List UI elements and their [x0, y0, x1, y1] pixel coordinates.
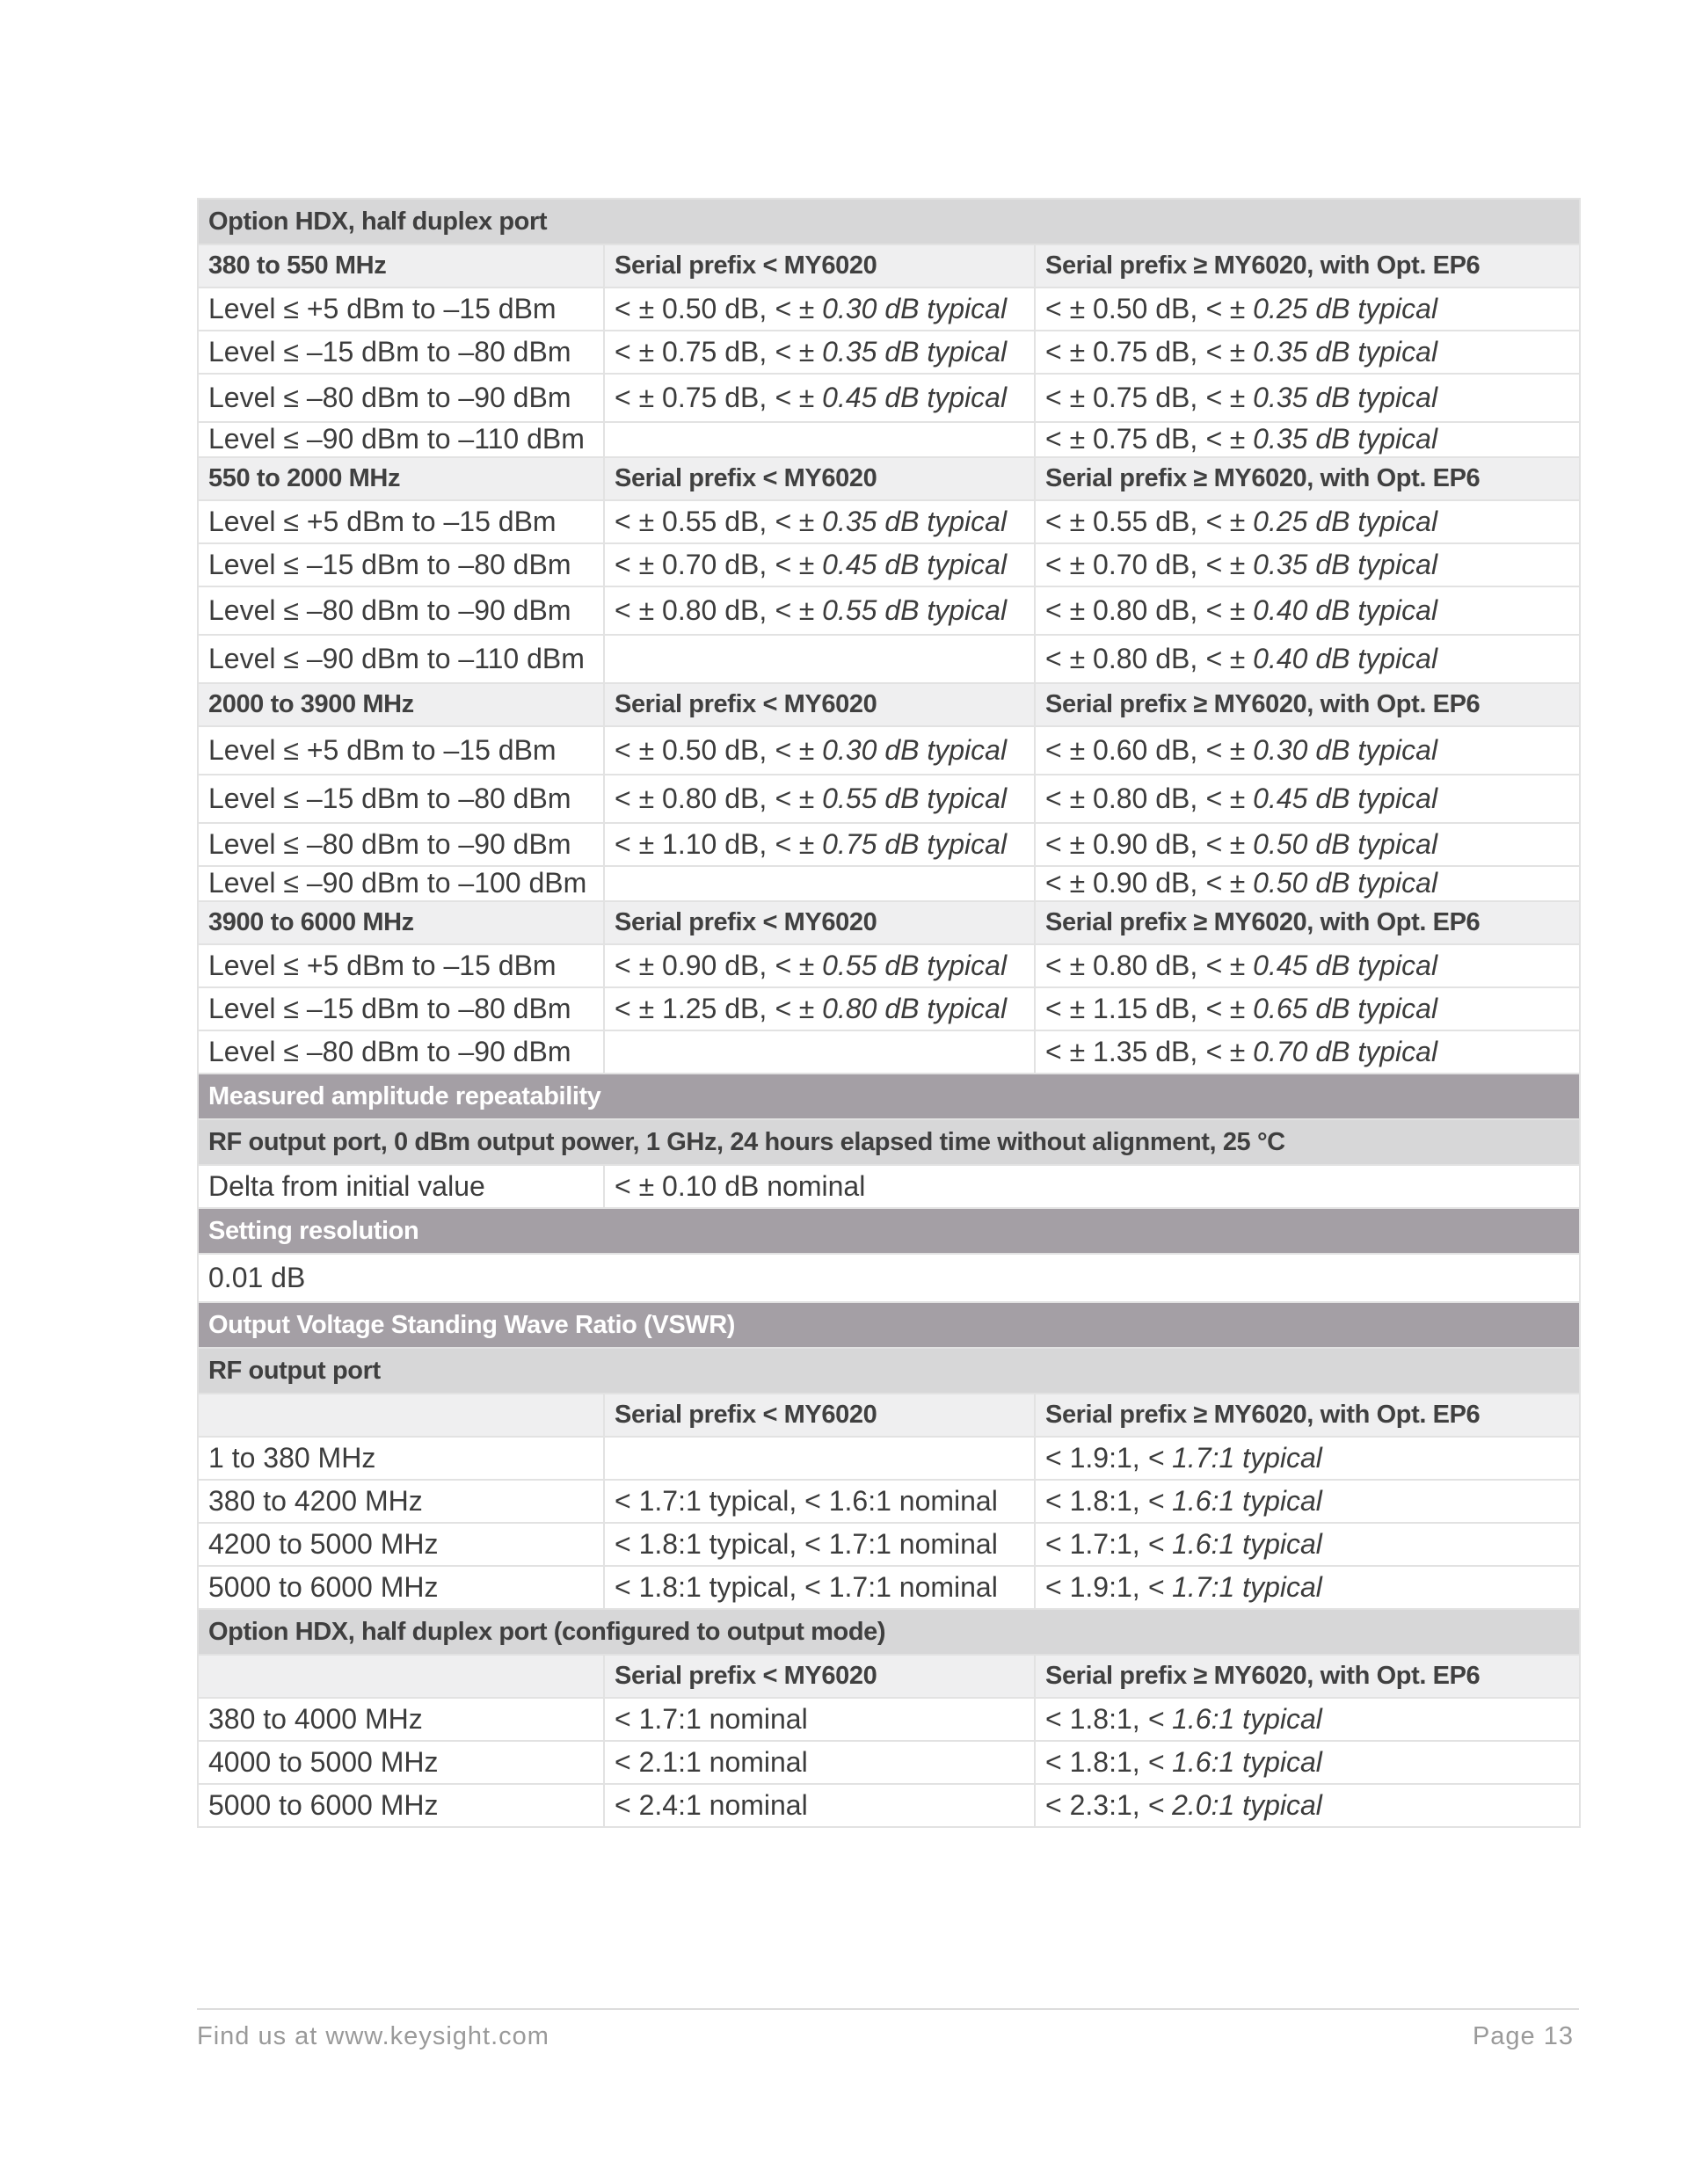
- value-cell: < ± 0.80 dB, < ± 0.55 dB typical: [604, 775, 1035, 823]
- value-cell: < 1.9:1, < 1.7:1 typical: [1035, 1566, 1580, 1609]
- column-header: Serial prefix < MY6020: [604, 901, 1035, 944]
- section-header: [198, 1302, 1580, 1348]
- value-cell: < ± 1.25 dB, < ± 0.80 dB typical: [604, 987, 1035, 1030]
- freq-cell: 5000 to 6000 MHz: [198, 1566, 604, 1609]
- level-cell: Level ≤ –80 dBm to –90 dBm: [198, 374, 604, 422]
- section-title: Option HDX, half duplex port: [198, 199, 1580, 244]
- value-cell: [604, 1030, 1035, 1074]
- table-row: [198, 866, 1580, 901]
- table-row: [198, 288, 1580, 331]
- section-header: [198, 199, 1580, 244]
- subsection-header: [198, 1609, 1580, 1655]
- value-cell: [604, 422, 1035, 457]
- value-cell: < 1.7:1, < 1.6:1 typical: [1035, 1523, 1580, 1566]
- section-header: [198, 1208, 1580, 1254]
- level-cell: Level ≤ –15 dBm to –80 dBm: [198, 543, 604, 586]
- freq-cell: 380 to 4000 MHz: [198, 1698, 604, 1741]
- repeatability-condition: RF output port, 0 dBm output power, 1 GHz, 24 hours elapsed time without alignment, 25 °C: [198, 1119, 1580, 1165]
- column-header-row: [198, 1655, 1580, 1698]
- freq-cell: 380 to 4200 MHz: [198, 1480, 604, 1523]
- table-row: [198, 987, 1580, 1030]
- value-cell: < ± 1.15 dB, < ± 0.65 dB typical: [1035, 987, 1580, 1030]
- value-cell: < ± 0.80 dB, < ± 0.40 dB typical: [1035, 635, 1580, 683]
- value-cell: < 1.7:1 typical, < 1.6:1 nominal: [604, 1480, 1035, 1523]
- value-cell: < 2.3:1, < 2.0:1 typical: [1035, 1784, 1580, 1827]
- level-cell: Level ≤ +5 dBm to –15 dBm: [198, 288, 604, 331]
- band-header: [198, 901, 1580, 944]
- column-header: Serial prefix < MY6020: [604, 244, 1035, 288]
- value-cell: < ± 0.70 dB, < ± 0.35 dB typical: [1035, 543, 1580, 586]
- value-cell: < ± 0.50 dB, < ± 0.30 dB typical: [604, 288, 1035, 331]
- value-cell: < ± 0.80 dB, < ± 0.55 dB typical: [604, 586, 1035, 635]
- table-row: [198, 1784, 1580, 1827]
- value-cell: < 1.8:1 typical, < 1.7:1 nominal: [604, 1566, 1035, 1609]
- table-row: [198, 1437, 1580, 1480]
- value-cell: < ± 0.90 dB, < ± 0.55 dB typical: [604, 944, 1035, 987]
- resolution-value: 0.01 dB: [198, 1254, 1580, 1302]
- value-cell: [604, 1437, 1035, 1480]
- freq-cell: 1 to 380 MHz: [198, 1437, 604, 1480]
- column-header: Serial prefix ≥ MY6020, with Opt. EP6: [1035, 244, 1580, 288]
- value-cell: < ± 0.75 dB, < ± 0.35 dB typical: [1035, 374, 1580, 422]
- table-row: [198, 1480, 1580, 1523]
- column-header: Serial prefix ≥ MY6020, with Opt. EP6: [1035, 1394, 1580, 1437]
- repeatability-value: < ± 0.10 dB nominal: [604, 1165, 1580, 1208]
- level-cell: Level ≤ +5 dBm to –15 dBm: [198, 726, 604, 775]
- table-row: [198, 1741, 1580, 1784]
- level-cell: Level ≤ –15 dBm to –80 dBm: [198, 331, 604, 374]
- value-cell: < ± 0.50 dB, < ± 0.25 dB typical: [1035, 288, 1580, 331]
- level-cell: Level ≤ –90 dBm to –100 dBm: [198, 866, 604, 901]
- level-cell: Level ≤ –80 dBm to –90 dBm: [198, 1030, 604, 1074]
- level-cell: Level ≤ +5 dBm to –15 dBm: [198, 500, 604, 543]
- value-cell: < 1.9:1, < 1.7:1 typical: [1035, 1437, 1580, 1480]
- condition-header: [198, 1119, 1580, 1165]
- footer-website: Find us at www.keysight.com: [197, 2022, 549, 2050]
- column-header: Serial prefix ≥ MY6020, with Opt. EP6: [1035, 901, 1580, 944]
- level-cell: Level ≤ –80 dBm to –90 dBm: [198, 586, 604, 635]
- band-label: 2000 to 3900 MHz: [198, 683, 604, 726]
- level-cell: Level ≤ –15 dBm to –80 dBm: [198, 987, 604, 1030]
- table-row: [198, 331, 1580, 374]
- table-row: [198, 775, 1580, 823]
- table-row: [198, 944, 1580, 987]
- value-cell: < ± 0.70 dB, < ± 0.45 dB typical: [604, 543, 1035, 586]
- band-header: [198, 457, 1580, 500]
- empty-header-cell: [198, 1655, 604, 1698]
- value-cell: < ± 0.80 dB, < ± 0.45 dB typical: [1035, 775, 1580, 823]
- subsection-header: [198, 1348, 1580, 1394]
- level-cell: Level ≤ +5 dBm to –15 dBm: [198, 944, 604, 987]
- value-cell: < 2.4:1 nominal: [604, 1784, 1035, 1827]
- value-cell: < ± 0.75 dB, < ± 0.45 dB typical: [604, 374, 1035, 422]
- value-cell: < ± 0.80 dB, < ± 0.40 dB typical: [1035, 586, 1580, 635]
- column-header: Serial prefix < MY6020: [604, 1394, 1035, 1437]
- freq-cell: 5000 to 6000 MHz: [198, 1784, 604, 1827]
- value-cell: < ± 1.35 dB, < ± 0.70 dB typical: [1035, 1030, 1580, 1074]
- level-cell: Level ≤ –80 dBm to –90 dBm: [198, 823, 604, 866]
- value-cell: < 1.8:1, < 1.6:1 typical: [1035, 1480, 1580, 1523]
- footer-divider: [197, 2008, 1579, 2010]
- column-header: Serial prefix < MY6020: [604, 683, 1035, 726]
- column-header: Serial prefix < MY6020: [604, 457, 1035, 500]
- value-cell: < ± 0.90 dB, < ± 0.50 dB typical: [1035, 866, 1580, 901]
- hdx-port-title: Option HDX, half duplex port (configured to output mode): [198, 1609, 1580, 1655]
- column-header: Serial prefix ≥ MY6020, with Opt. EP6: [1035, 1655, 1580, 1698]
- value-cell: [604, 635, 1035, 683]
- table-row: [198, 1523, 1580, 1566]
- value-cell: < 1.8:1 typical, < 1.7:1 nominal: [604, 1523, 1035, 1566]
- value-cell: < ± 0.60 dB, < ± 0.30 dB typical: [1035, 726, 1580, 775]
- value-cell: < ± 0.75 dB, < ± 0.35 dB typical: [1035, 422, 1580, 457]
- value-cell: < 1.7:1 nominal: [604, 1698, 1035, 1741]
- value-cell: < 1.8:1, < 1.6:1 typical: [1035, 1741, 1580, 1784]
- table-row: [198, 586, 1580, 635]
- spec-table: [197, 198, 1581, 1828]
- band-label: 550 to 2000 MHz: [198, 457, 604, 500]
- value-cell: < ± 0.55 dB, < ± 0.35 dB typical: [604, 500, 1035, 543]
- band-label: 380 to 550 MHz: [198, 244, 604, 288]
- value-cell: < ± 0.80 dB, < ± 0.45 dB typical: [1035, 944, 1580, 987]
- value-cell: < ± 0.50 dB, < ± 0.30 dB typical: [604, 726, 1035, 775]
- table-row: [198, 374, 1580, 422]
- freq-cell: 4000 to 5000 MHz: [198, 1741, 604, 1784]
- table-row: [198, 1254, 1580, 1302]
- empty-header-cell: [198, 1394, 604, 1437]
- table-row: [198, 726, 1580, 775]
- value-cell: < ± 1.10 dB, < ± 0.75 dB typical: [604, 823, 1035, 866]
- column-header: Serial prefix < MY6020: [604, 1655, 1035, 1698]
- table-row: [198, 1566, 1580, 1609]
- band-header: [198, 683, 1580, 726]
- value-cell: < ± 0.75 dB, < ± 0.35 dB typical: [604, 331, 1035, 374]
- value-cell: [604, 866, 1035, 901]
- level-cell: Level ≤ –15 dBm to –80 dBm: [198, 775, 604, 823]
- resolution-title: Setting resolution: [198, 1208, 1580, 1254]
- table-row: [198, 422, 1580, 457]
- table-row: [198, 823, 1580, 866]
- table-row: [198, 1165, 1580, 1208]
- value-cell: < ± 0.55 dB, < ± 0.25 dB typical: [1035, 500, 1580, 543]
- repeatability-title: Measured amplitude repeatability: [198, 1074, 1580, 1119]
- repeatability-label: Delta from initial value: [198, 1165, 604, 1208]
- level-cell: Level ≤ –90 dBm to –110 dBm: [198, 422, 604, 457]
- value-cell: < 1.8:1, < 1.6:1 typical: [1035, 1698, 1580, 1741]
- table-row: [198, 1698, 1580, 1741]
- rf-port-title: RF output port: [198, 1348, 1580, 1394]
- table-row: [198, 635, 1580, 683]
- column-header-row: [198, 1394, 1580, 1437]
- column-header: Serial prefix ≥ MY6020, with Opt. EP6: [1035, 683, 1580, 726]
- column-header: Serial prefix ≥ MY6020, with Opt. EP6: [1035, 457, 1580, 500]
- value-cell: < ± 0.90 dB, < ± 0.50 dB typical: [1035, 823, 1580, 866]
- vswr-title: Output Voltage Standing Wave Ratio (VSWR): [198, 1302, 1580, 1348]
- band-label: 3900 to 6000 MHz: [198, 901, 604, 944]
- table-row: [198, 1030, 1580, 1074]
- section-header: [198, 1074, 1580, 1119]
- value-cell: < 2.1:1 nominal: [604, 1741, 1035, 1784]
- table-row: [198, 543, 1580, 586]
- page-number: Page 13: [1472, 2022, 1574, 2050]
- freq-cell: 4200 to 5000 MHz: [198, 1523, 604, 1566]
- band-header: [198, 244, 1580, 288]
- level-cell: Level ≤ –90 dBm to –110 dBm: [198, 635, 604, 683]
- table-row: [198, 500, 1580, 543]
- value-cell: < ± 0.75 dB, < ± 0.35 dB typical: [1035, 331, 1580, 374]
